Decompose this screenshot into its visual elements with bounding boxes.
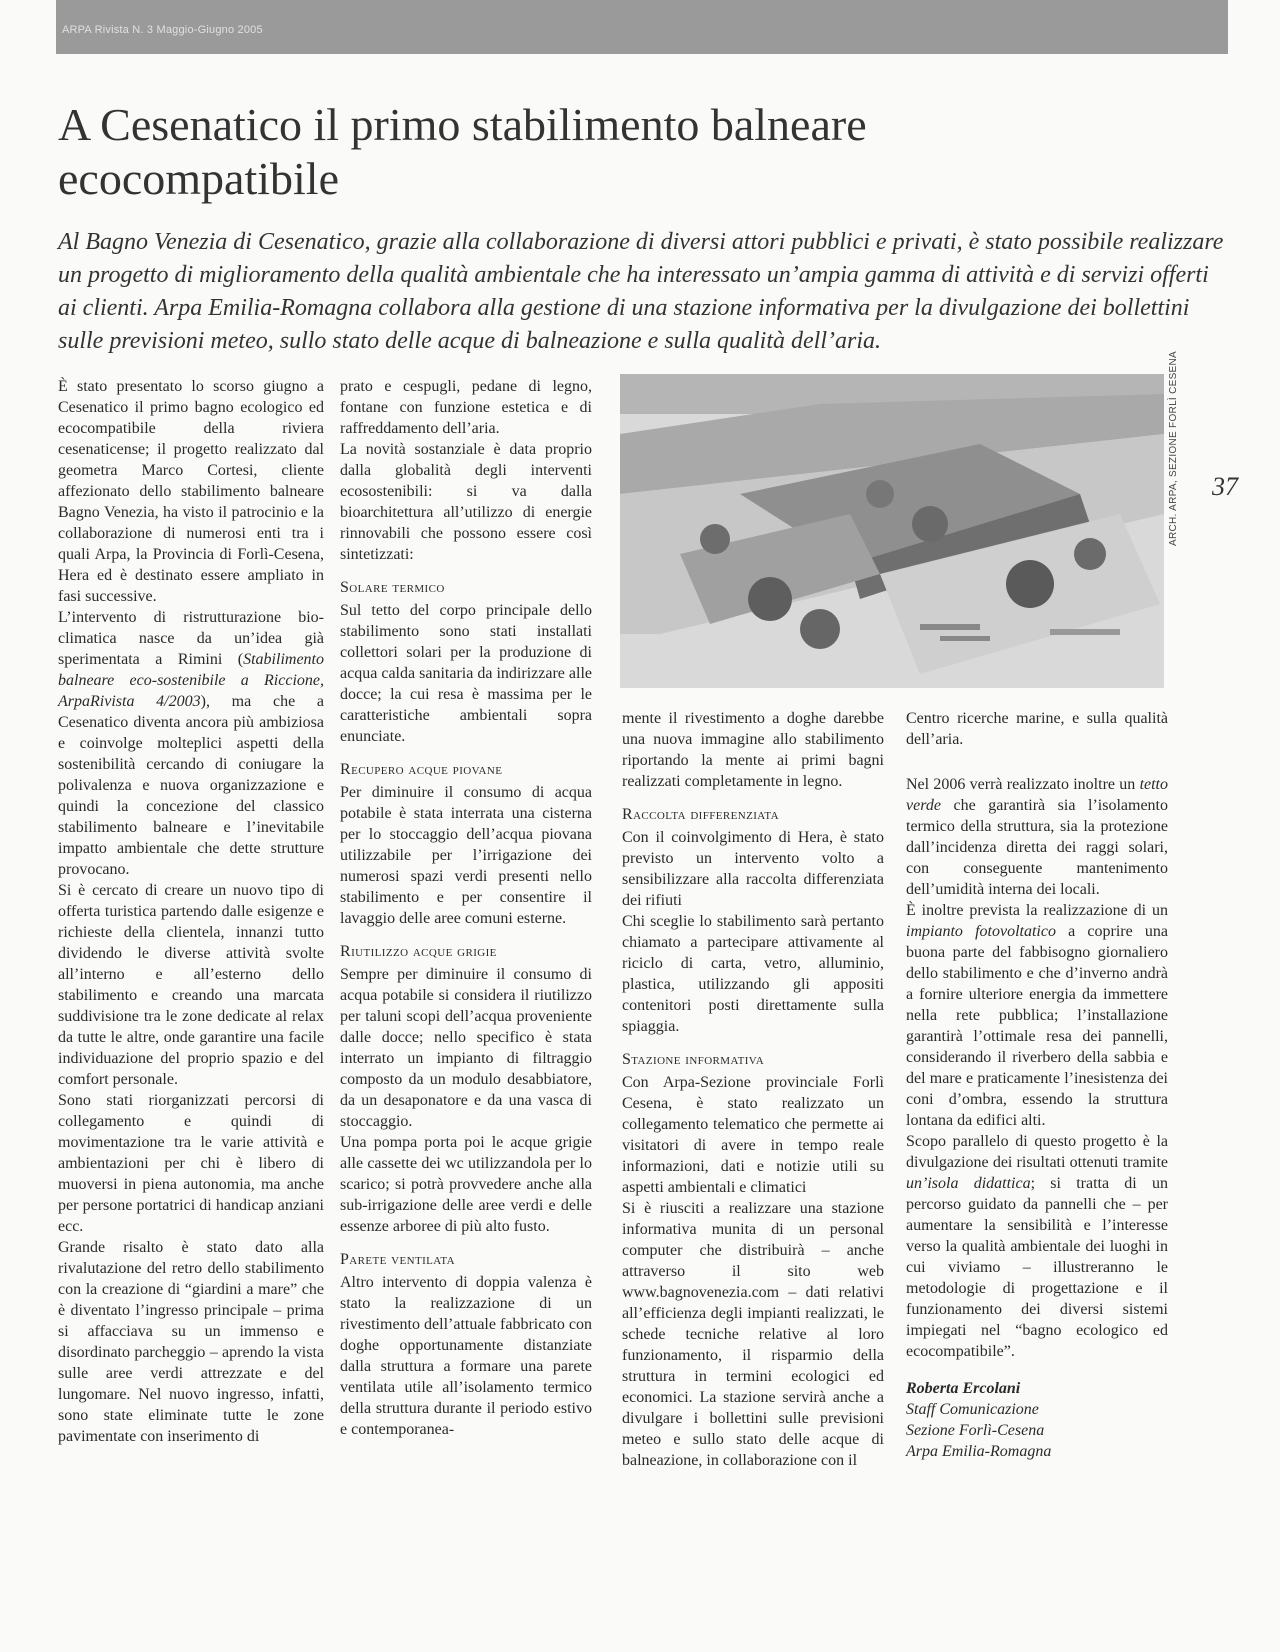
section-heading-solare-termico: Solare termico — [340, 579, 445, 596]
author-section: Sezione Forlì-Cesena — [906, 1422, 1045, 1439]
section-heading-riutilizzo-acque: Riutilizzo acque grigie — [340, 943, 497, 960]
column-4 — [906, 708, 1168, 1462]
header-text: ARPA Rivista N. 3 Maggio-Giugno 2005 — [62, 24, 263, 36]
text-run: ; si tratta di un percorso guidato da pannelli che – per aumentare la sensibilità e l’interesse verso la qualità ambientale dei luoghi in cui viviamo – illustreranno le metodologie di progettazione e il funzionamento dei diversi sistemi impiegati nel “bagno ecologico ed ecocompatibile”. — [906, 1175, 1168, 1360]
text-run: Scopo parallelo di questo progetto è la divulgazione dei risultati ottenuti tramite — [906, 1133, 1168, 1171]
paragraph: Per diminuire il consumo di acqua potabile è stata interrata una cisterna per lo stoccaggio dell’acqua piovana utilizzabile per l’irrigazione dei numerosi spazi verdi presenti nello stabilimento e per consentire il lavaggio delle aree comuni esterne. — [340, 784, 592, 927]
beach-establishment-illustration — [620, 374, 1164, 688]
photo-credit — [1168, 350, 1182, 546]
paragraph: mente il rivestimento a doghe darebbe una nuova immagine allo stabilimento riportando la mente ai primi bagni realizzati completamente in legno. — [622, 710, 884, 790]
section-heading-stazione-informativa: Stazione informativa — [622, 1051, 765, 1068]
article-lead: Al Bagno Venezia di Cesenatico, grazie alla collaborazione di diversi attori pubblici e privati, è stato possibile realizzare un progetto di miglioramento della qualità ambientale che ha interessato un’ampia gamma di attività e di servizi offerti ai clienti. Arpa Emilia-Romagna collabora alla gestione di una stazione informativa per la divulgazione dei bollettini sulle previsioni meteo, sullo stato delle acque di balneazione e sulla qualità dell’aria. — [58, 229, 1224, 354]
page-number: 37 — [1212, 472, 1238, 501]
paragraph: Con il coinvolgimento di Hera, è stato previsto un intervento volto a sensibilizzare alla raccolta differenziata dei rifiuti — [622, 829, 884, 909]
column-1 — [58, 376, 324, 1447]
text-run: È inoltre prevista la realizzazione di un — [906, 902, 1168, 919]
column-3 — [622, 708, 884, 1471]
paragraph: Sempre per diminuire il consumo di acqua potabile si considera il riutilizzo per taluni scopi dell’acqua proveniente dalle docce; nello specifico è stata interrato un impianto di filtraggio composto da un modulo desabbiatore, da un desaponatore e da una vasca di stoccaggio. — [340, 966, 592, 1130]
paragraph — [906, 1131, 1168, 1362]
text-run: L’intervento di ristrutturazione bio-climatica nasce da un’idea già sperimentata a Rimini ( — [58, 609, 324, 668]
paragraph: Chi sceglie lo stabilimento sarà pertanto chiamato a partecipare attivamente al riciclo di carta, vetro, alluminio, plastica, utilizzando gli appositi contenitori posti direttamente sulla spiaggia. — [622, 913, 884, 1035]
paragraph: Si è riusciti a realizzare una stazione informativa munita di un personal computer che distribuirà – anche attraverso il sito web www.bagnovenezia.com – dati relativi all’efficienza degli impianti realizzati, le schede tecniche relative al loro funzionamento, il risparmio della struttura in termini ecologici ed economici. La stazione servirà anche a divulgare i bollettini sulle previsioni meteo e sullo stato delle acque di balneazione, in collaborazione con il — [622, 1200, 884, 1469]
paragraph: Sono stati riorganizzati percorsi di collegamento e quindi di movimentazione tra le varie attività e ambientazioni per chi è libero di muoversi in piena autonomia, ma anche per persone portatrici di handicap anziani ecc. — [58, 1092, 324, 1235]
author-signature — [906, 1378, 1168, 1462]
paragraph: Si è cercato di creare un nuovo tipo di offerta turistica partendo dalle esigenze e richieste della clientela, innanzi tutto dividendo le diverse attività svolte all’interno e all’esterno dello stabilimento e creando una marcata suddivisione tra le zone dedicate al relax da tutte le altre, onde garantire una facile individuazione del proprio spazio e del comfort personale. — [58, 882, 324, 1088]
paragraph: Centro ricerche marine, e sulla qualità dell’aria. — [906, 710, 1168, 748]
emphasis: impianto fotovoltatico — [906, 923, 1056, 940]
text-run: ), ma che a Cesenatico diventa ancora più ambiziosa e coinvolge molteplici aspetti della sostenibilità cercando di coniugare la polivalenza e nuova organizzazione e quindi la concezione del classico stabilimento balneare e l’inevitabile impatto ambientale che dette strutture provocano. — [58, 693, 324, 878]
paragraph: Altro intervento di doppia valenza è stato la realizzazione di un rivestimento dell’attuale fabbricato con doghe opportunamente distanziate dalla struttura a formare una parete ventilata utile all’isolamento termico della struttura durante il periodo estivo e contemporanea- — [340, 1274, 592, 1438]
paragraph: Sul tetto del corpo principale dello stabilimento sono stati installati collettori solari per la produzione di acqua calda sanitaria da indirizzare alle docce; la cui resa è massima per le caratteristiche ambientali sopra enunciate. — [340, 602, 592, 745]
paragraph: prato e cespugli, pedane di legno, fontane con funzione estetica e di raffreddamento dell’aria. — [340, 378, 592, 437]
section-heading-parete-ventilata: Parete ventilata — [340, 1251, 455, 1268]
emphasis: un’isola didattica — [906, 1175, 1031, 1192]
paragraph — [906, 774, 1168, 900]
citation: Stabilimento balneare eco-sostenibile a Riccione, ArpaRivista 4/2003 — [58, 651, 324, 710]
aerial-photo — [620, 374, 1164, 688]
header-bar — [56, 0, 1228, 54]
paragraph: È stato presentato lo scorso giugno a Cesenatico il primo bagno ecologico ed ecocompatibile della riviera cesenaticense; il progetto realizzato dal geometra Marco Cortesi, cliente affezionato dello stabilimento balneare Bagno Venezia, ha visto il patrocinio e la collaborazione di numerosi enti tra i quali Arpa, la Provincia di Forlì-Cesena, Hera ed è destinato essere ampliato in fasi successive. — [58, 378, 324, 605]
text-run: Nel 2006 verrà realizzato inoltre un — [906, 776, 1140, 793]
text-run: a coprire una buona parte del fabbisogno giornaliero dello stabilimento e che d’inverno andrà a fornire ulteriore energia da immettere nella rete pubblica; l’installazione garantirà l’ottimale resa dei pannelli, considerando il riverbero della sabbia e del mare e praticamente l’inesistenza dei coni d’ombra, essendo la struttura lontana da edifici alti. — [906, 923, 1168, 1129]
paragraph — [906, 900, 1168, 1131]
paragraph: Con Arpa-Sezione provinciale Forlì Cesena, è stato realizzato un collegamento telematico che permette ai visitatori di avere in tempo reale informazioni, dati e notizie utili su aspetti ambientali e climatici — [622, 1074, 884, 1196]
author-role: Staff Comunicazione — [906, 1401, 1039, 1418]
section-heading-recupero-acque: Recupero acque piovane — [340, 761, 503, 778]
paragraph: La novità sostanziale è data proprio dalla globalità degli interventi ecosostenibili: si va dalla bioarchitettura all’utilizzo di energie rinnovabili che possono essere così sintetizzati: — [340, 441, 592, 563]
author-agency: Arpa Emilia-Romagna — [906, 1443, 1052, 1460]
text-run: che garantirà sia l’isolamento termico della struttura, sia la protezione dall’incidenza diretta dei raggi solari, con conseguente mantenimento dell’umidità interna dei locali. — [906, 797, 1168, 898]
column-2 — [340, 376, 592, 1440]
section-heading-raccolta-differenziata: Raccolta differenziata — [622, 806, 779, 823]
emphasis: tetto verde — [906, 776, 1168, 814]
article-title: A Cesenatico il primo stabilimento balneare ecocompatibile — [58, 99, 867, 204]
author-name: Roberta Ercolani — [906, 1380, 1021, 1397]
paragraph: Una pompa porta poi le acque grigie alle cassette dei wc utilizzandola per lo scarico; si potrà provvedere anche alla sub-irrigazione delle aree verdi e delle essenze arboree di più alto fusto. — [340, 1134, 592, 1235]
paragraph — [58, 607, 324, 880]
photo-credit-text: ARCH. ARPA, SEZIONE FORLÌ CESENA — [1168, 350, 1179, 546]
paragraph: Grande risalto è stato dato alla rivalutazione del retro dello stabilimento con la creazione di “giardini a mare” che è diventato l’ingresso principale – prima si affacciava su un immenso e disordinato parcheggio – aprendo la vista sulle aree verdi attrezzate e del lungomare. Nel nuovo ingresso, infatti, sono state eliminate tutte le zone pavimentate con inserimento di — [58, 1239, 324, 1445]
